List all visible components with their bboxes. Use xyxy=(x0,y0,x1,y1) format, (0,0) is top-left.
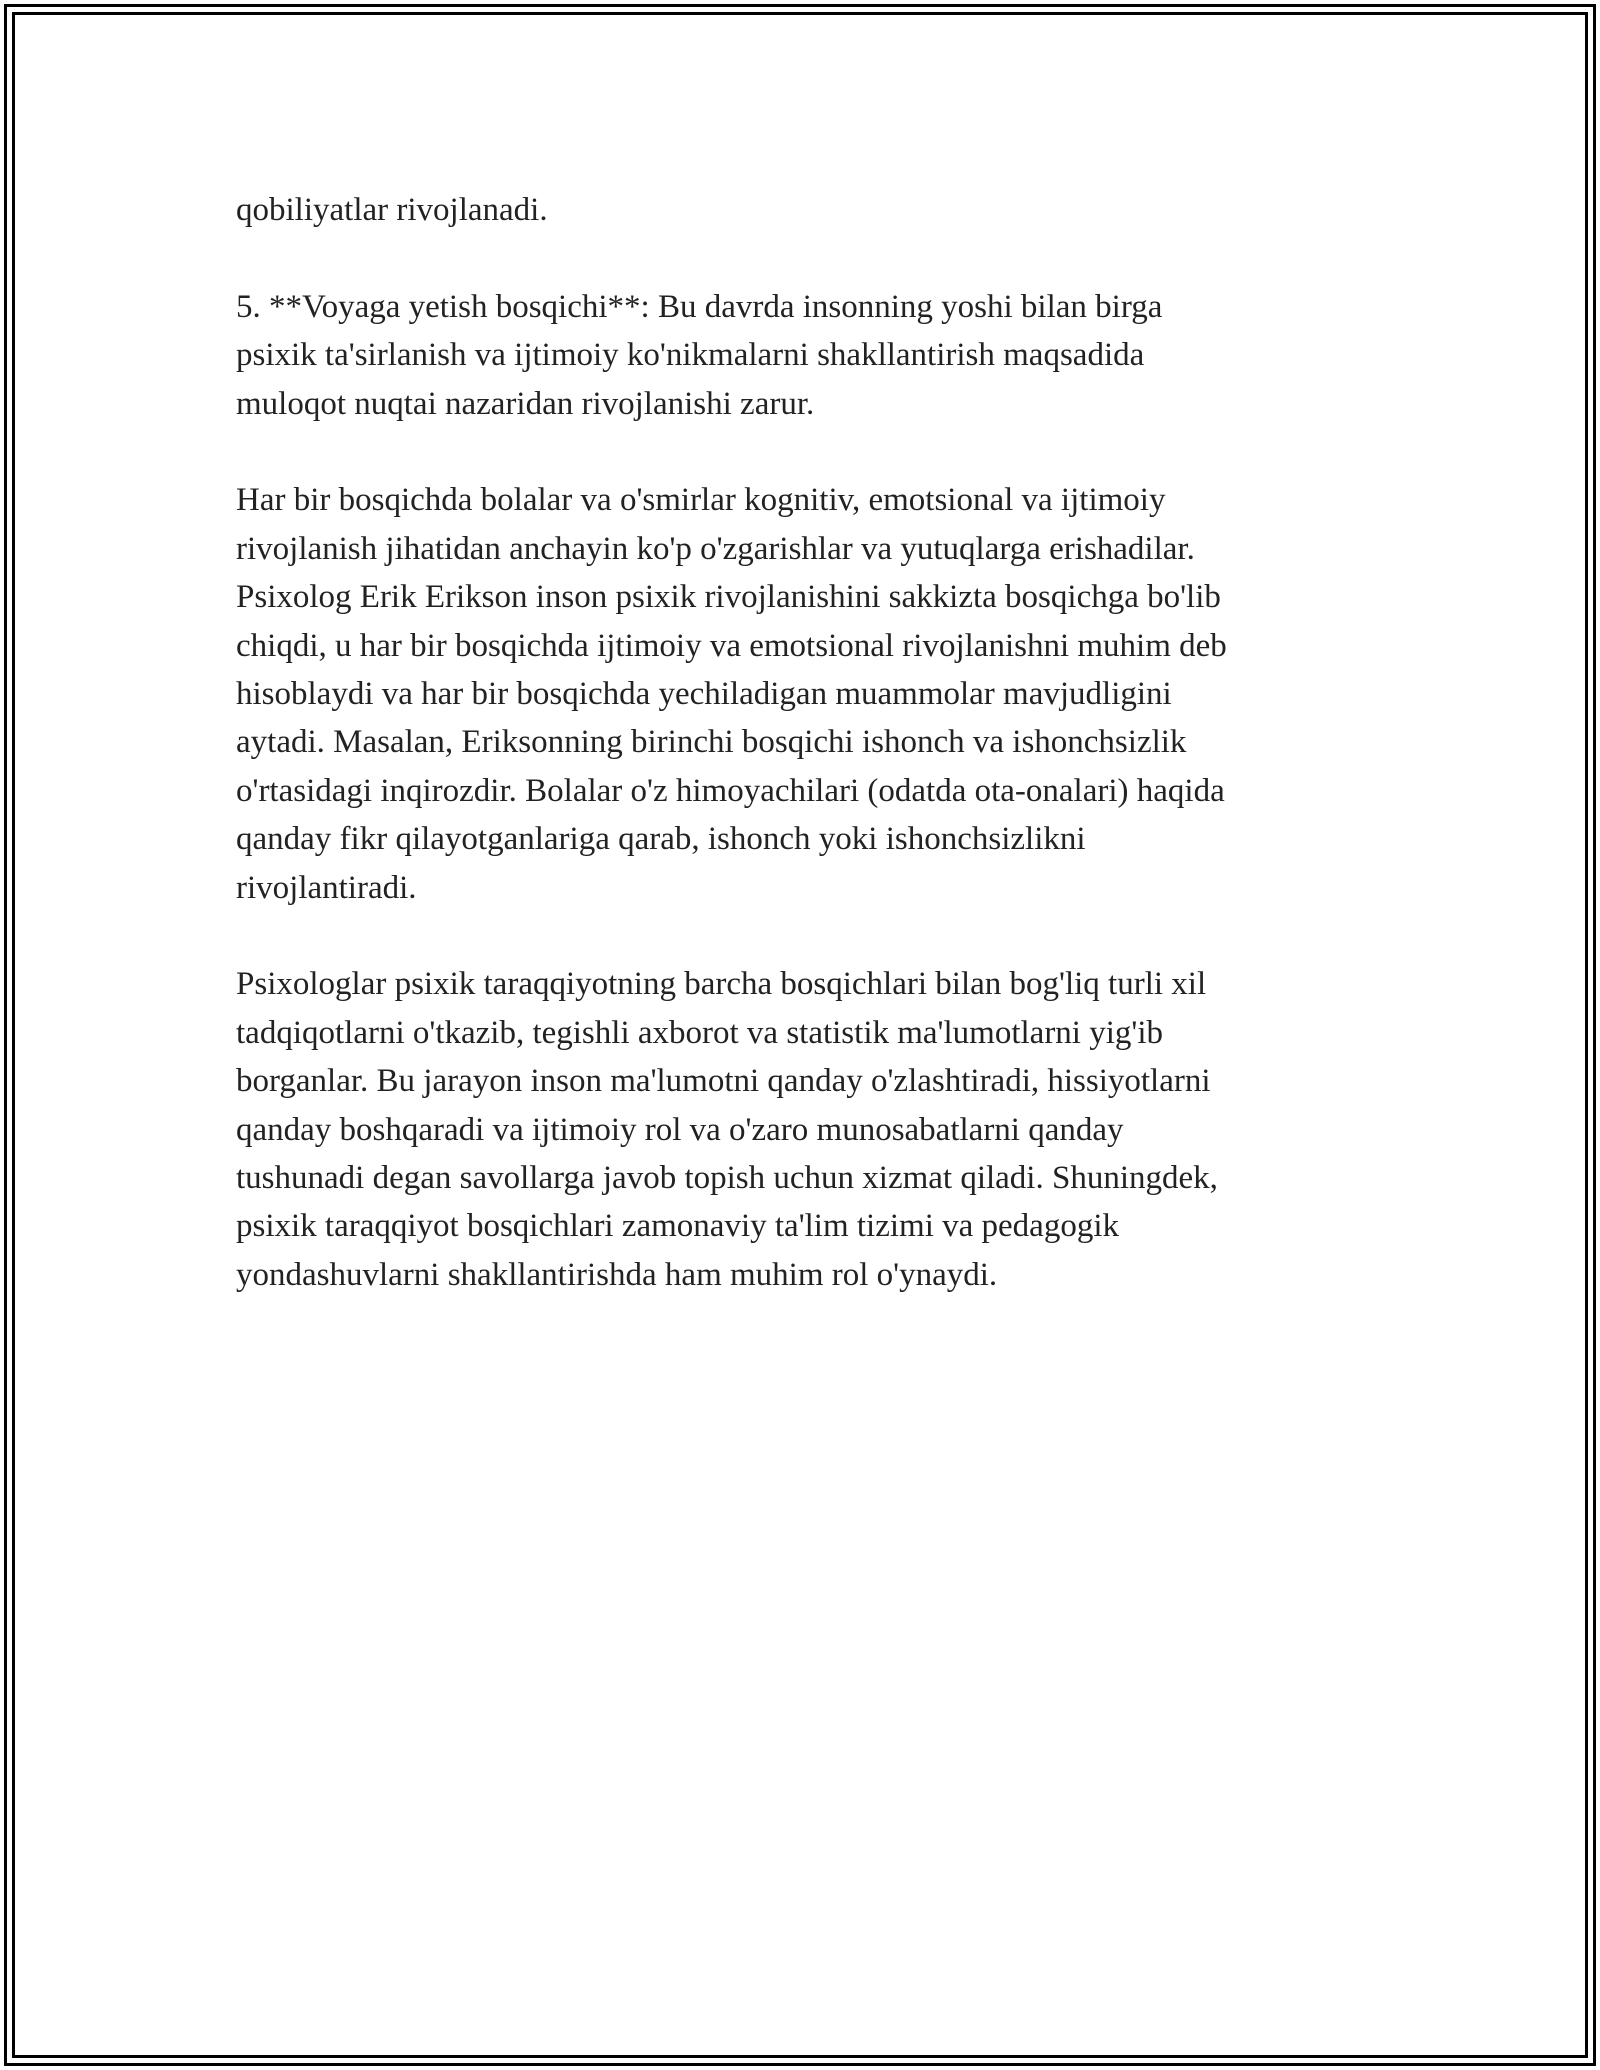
paragraph-erikson: Har bir bosqichda bolalar va o'smirlar kognitiv, emotsional va ijtimoiy rivojlanish jihatidan anchayin ko'p o'zgarishlar va yutuqlarga erishadilar. Psixolog Erik Erikson inson psixik rivojlanishini sakkizta bosqichga bo'lib chiqdi, u har bir bosqichda ijtimoiy va emotsional rivojlanishni muhim deb hisoblaydi va har bir bosqichda yechiladigan muammolar mavjudligini aytadi. Masalan, Eriksonning birinchi bosqichi ishonch va ishonchsizlik o'rtasidagi inqirozdir. Bolalar o'z himoyachilari (odatda ota-onalari) haqida qanday fikr qilayotganlariga qarab, ishonch yoki ishonchsizlikni rivojlantiradi. xyxy=(236,482,1227,906)
paragraph-research: Psixologlar psixik taraqqiyotning barcha bosqichlari bilan bog'liq turli xil tadqiqotlarni o'tkazib, tegishli axborot va statistik ma'lumotlarni yig'ib borganlar. Bu jarayon inson ma'lumotni qanday o'zlashtiradi, hissiyotlarni qanday boshqaradi va ijtimoiy rol va o'zaro munosabatlarni qanday tushunadi degan savollarga javob topish uchun xizmat qiladi. Shuningdek, psixik taraqqiyot bosqichlari zamonaviy ta'lim tizimi va pedagogik yondashuvlarni shakllantirishda ham muhim rol o'ynaydi. xyxy=(236,966,1218,1293)
paragraph-continuation: qobiliyatlar rivojlanadi. xyxy=(236,192,548,228)
document-body xyxy=(236,186,1376,1348)
paragraph-stage-five: 5. **Voyaga yetish bosqichi**: Bu davrda insonning yoshi bilan birga psixik ta'sirlanish va ijtimoiy ko'nikmalarni shakllantirish maqsadida muloqot nuqtai nazaridan rivojlanishi zarur. xyxy=(236,288,1163,422)
